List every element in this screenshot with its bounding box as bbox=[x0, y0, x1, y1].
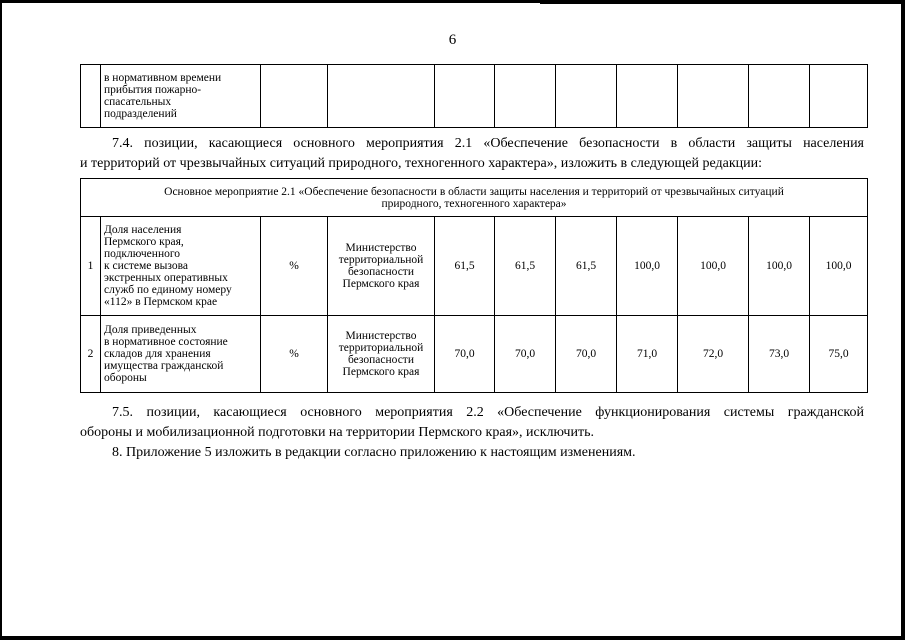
value-cell: 73,0 bbox=[749, 316, 810, 393]
executor-cell bbox=[328, 217, 435, 316]
indicator-line: спасательных bbox=[104, 96, 172, 108]
value-cell bbox=[617, 65, 678, 128]
indicator-line: Доля приведенных bbox=[104, 324, 197, 336]
value-cell: 70,0 bbox=[495, 316, 556, 393]
table-header-row bbox=[81, 179, 868, 217]
unit-cell: % bbox=[261, 316, 328, 393]
continuation-table bbox=[80, 64, 868, 128]
executor-line: территориальной bbox=[338, 342, 424, 354]
table-row bbox=[81, 217, 868, 316]
indicator-line: служб по единому номеру bbox=[104, 284, 232, 296]
indicator-cell bbox=[101, 65, 261, 128]
executor-line: безопасности bbox=[347, 266, 414, 278]
indicator-line: подключенного bbox=[104, 248, 181, 260]
table-header-line: Основное мероприятие 2.1 «Обеспечение безопасности в области защиты населения и территорий от чрезвычайных ситуаций bbox=[164, 185, 784, 198]
indicator-line: в нормативном времени bbox=[104, 72, 222, 84]
scan-edge-bottom bbox=[0, 636, 905, 640]
table-row bbox=[81, 65, 868, 128]
indicator-line: Доля населения bbox=[104, 224, 182, 236]
paragraph-line: 8. Приложение 5 изложить в редакции согласно приложению к настоящим изменениям. bbox=[112, 445, 636, 460]
scan-edge-right bbox=[901, 0, 905, 640]
value-cell: 100,0 bbox=[678, 217, 749, 316]
indicator-line: прибытия пожарно- bbox=[104, 84, 202, 96]
paragraph-line: обороны и мобилизационной подготовки на территории Пермского края», исключить. bbox=[80, 425, 594, 440]
page-number: 6 bbox=[448, 32, 457, 48]
table-header-line: природного, техногенного характера» bbox=[381, 197, 567, 210]
indicator-line: складов для хранения bbox=[104, 348, 211, 360]
indicator-line: «112» в Пермском крае bbox=[104, 296, 218, 308]
value-cell: 70,0 bbox=[556, 316, 617, 393]
paragraph-7-4 bbox=[80, 134, 864, 174]
value-cell: 61,5 bbox=[556, 217, 617, 316]
indicator-line: обороны bbox=[104, 372, 147, 384]
paragraph-8 bbox=[80, 443, 864, 463]
unit-cell bbox=[261, 65, 328, 128]
table-header-cell bbox=[81, 179, 868, 217]
value-cell bbox=[749, 65, 810, 128]
executor-line: территориальной bbox=[338, 254, 424, 266]
indicator-line: к системе вызова bbox=[104, 260, 188, 272]
scan-edge-top-right bbox=[540, 3, 905, 4]
executor-cell bbox=[328, 316, 435, 393]
measures-table bbox=[80, 178, 868, 393]
indicator-line: имущества гражданской bbox=[104, 360, 224, 372]
executor-line: Министерство bbox=[345, 242, 417, 254]
executor-line: Пермского края bbox=[342, 366, 420, 378]
value-cell bbox=[810, 65, 868, 128]
indicator-line: Пермского края, bbox=[104, 236, 184, 248]
value-cell: 72,0 bbox=[678, 316, 749, 393]
value-cell: 70,0 bbox=[435, 316, 495, 393]
unit-cell: % bbox=[261, 217, 328, 316]
executor-cell bbox=[328, 65, 435, 128]
row-number: 1 bbox=[81, 217, 101, 316]
executor-line: Пермского края bbox=[342, 278, 420, 290]
value-cell bbox=[678, 65, 749, 128]
value-cell: 100,0 bbox=[617, 217, 678, 316]
table-row bbox=[81, 316, 868, 393]
paragraph-7-5 bbox=[80, 403, 864, 443]
row-number-cell bbox=[81, 65, 101, 128]
indicator-line: подразделений bbox=[104, 108, 177, 120]
value-cell: 61,5 bbox=[495, 217, 556, 316]
indicator-line: экстренных оперативных bbox=[104, 272, 228, 284]
indicator-cell bbox=[101, 316, 261, 393]
value-cell: 61,5 bbox=[435, 217, 495, 316]
value-cell: 75,0 bbox=[810, 316, 868, 393]
value-cell: 71,0 bbox=[617, 316, 678, 393]
executor-line: Министерство bbox=[345, 330, 417, 342]
indicator-line: в нормативное состояние bbox=[104, 336, 228, 348]
indicator-cell bbox=[101, 217, 261, 316]
value-cell bbox=[435, 65, 495, 128]
value-cell bbox=[556, 65, 617, 128]
paragraph-line: и территорий от чрезвычайных ситуаций природного, техногенного характера», изложить в следующей редакции: bbox=[80, 156, 762, 171]
paragraph-line: 7.4. позиции, касающиеся основного мероприятия 2.1 «Обеспечение безопасности в области защиты населения bbox=[112, 136, 864, 151]
value-cell: 100,0 bbox=[810, 217, 868, 316]
value-cell bbox=[495, 65, 556, 128]
scan-edge-left bbox=[0, 0, 2, 640]
paragraph-line: 7.5. позиции, касающиеся основного мероприятия 2.2 «Обеспечение функционирования системы гражданской bbox=[112, 405, 864, 420]
value-cell: 100,0 bbox=[749, 217, 810, 316]
row-number: 2 bbox=[81, 316, 101, 393]
executor-line: безопасности bbox=[347, 354, 414, 366]
